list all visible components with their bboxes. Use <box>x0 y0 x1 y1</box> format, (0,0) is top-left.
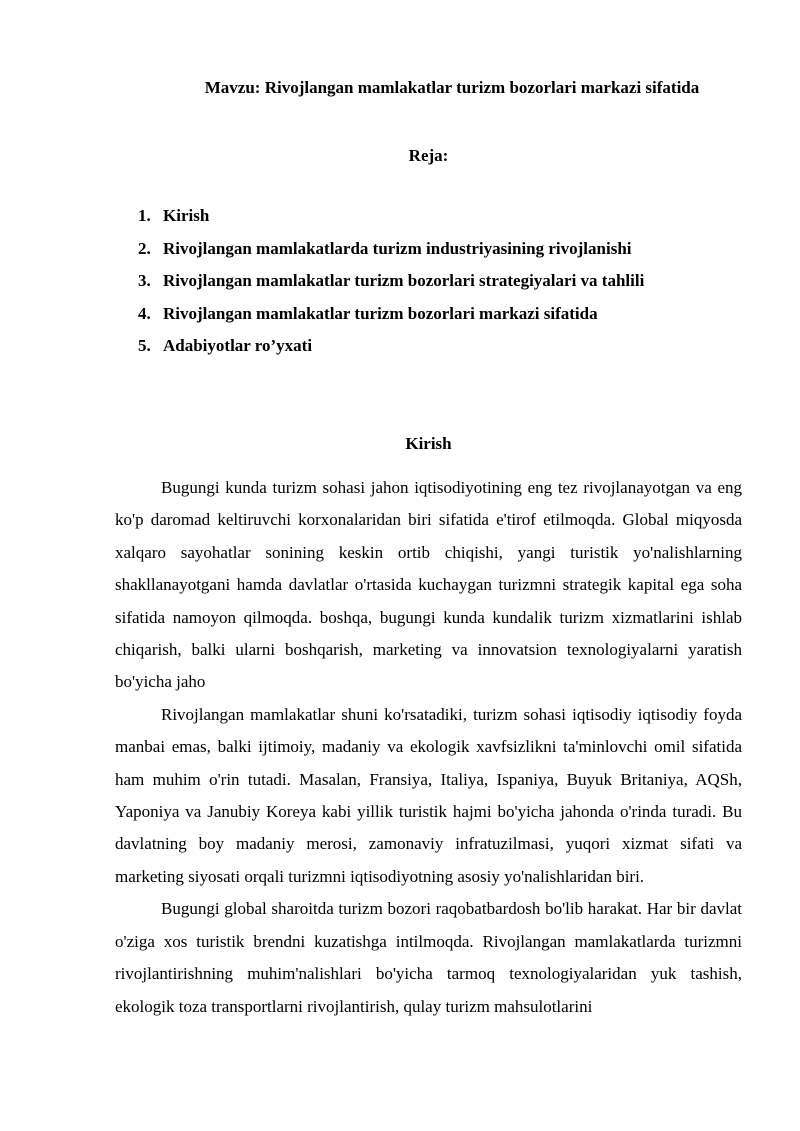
paragraph: Bugungi kunda turizm sohasi jahon iqtisodiyotining eng tez rivojlanayotgan va eng ko'p daromad keltiruvchi korxonalaridan biri sifatida e'tirof etilmoqda. Global miqyosda xalqaro sayohatlar sonining keskin ortib chiqishi, yangi turistik yo'nalishlarning shakllanayotgani hamda davlatlar o'rtasida kuchaygan turizmni strategik kapital ega soha sifatida namoyon qilmoqda. boshqa, bugungi kunda kundalik turizm xizmatlarini ishlab chiqarish, balki ularni boshqarish, marketing va innovatsion texnologiyalarni yaratish bo'yicha jaho <box>115 478 742 692</box>
intro-heading: Kirish <box>405 434 452 453</box>
plan-item <box>138 238 758 271</box>
plan-item <box>138 335 758 368</box>
plan-item-number: 4. <box>138 303 151 323</box>
plan-item-number: 3. <box>138 271 151 290</box>
body-text <box>115 472 742 1023</box>
plan-item-label: Rivojlangan mamlakatlarda turizm industriyasining rivojlanishi <box>163 238 632 258</box>
plan-item-label: Adabiyotlar ro’yxati <box>163 336 313 355</box>
plan-list <box>138 205 758 368</box>
plan-item-label: Kirish <box>163 206 210 225</box>
plan-item-number: 1. <box>138 206 151 225</box>
topic-title: Mavzu: Rivojlangan mamlakatlar turizm bozorlari markazi sifatida <box>204 78 700 97</box>
plan-item <box>138 205 758 238</box>
plan-item-number: 2. <box>138 238 151 258</box>
plan-item-number: 5. <box>138 336 151 355</box>
plan-item <box>138 303 758 336</box>
plan-item <box>138 270 758 303</box>
paragraph: Rivojlangan mamlakatlar shuni ko'rsatadiki, turizm sohasi iqtisodiy iqtisodiy foyda manbai emas, balki ijtimoiy, madaniy va ekologik xavfsizlikni ta'minlovchi omil sifatida ham muhim o'rin tutadi. Masalan, Fransiya, Italiya, Ispaniya, Buyuk Britaniya, AQSh, Yaponiya va Janubiy Koreya kabi yillik turistik hajmi bo'yicha jahonda o'rinda turadi. Bu davlatning boy madaniy merosi, zamonaviy infratuzilmasi, yuqori xizmat sifati va marketing siyosati orqali turizmni iqtisodiyotning asosiy yo'nalishlaridan biri. <box>115 704 742 886</box>
plan-item-label: Rivojlangan mamlakatlar turizm bozorlari markazi sifatida <box>163 303 598 323</box>
plan-item-label: Rivojlangan mamlakatlar turizm bozorlari strategiyalari va tahlili <box>163 271 645 290</box>
plan-heading: Reja: <box>408 146 449 165</box>
paragraph: Bugungi global sharoitda turizm bozori raqobatbardosh bo'lib harakat. Har bir davlat o'ziga xos turistik brendni kuzatishga intilmoqda. Rivojlangan mamlakatlarda turizmni rivojlantirishning muhim'nalishlari bo'yicha tarmoq texnologiyalaridan yuk tashish, ekologik toza transportlarni rivojlantirish, qulay turizm mahsulotlarini <box>115 899 742 1016</box>
